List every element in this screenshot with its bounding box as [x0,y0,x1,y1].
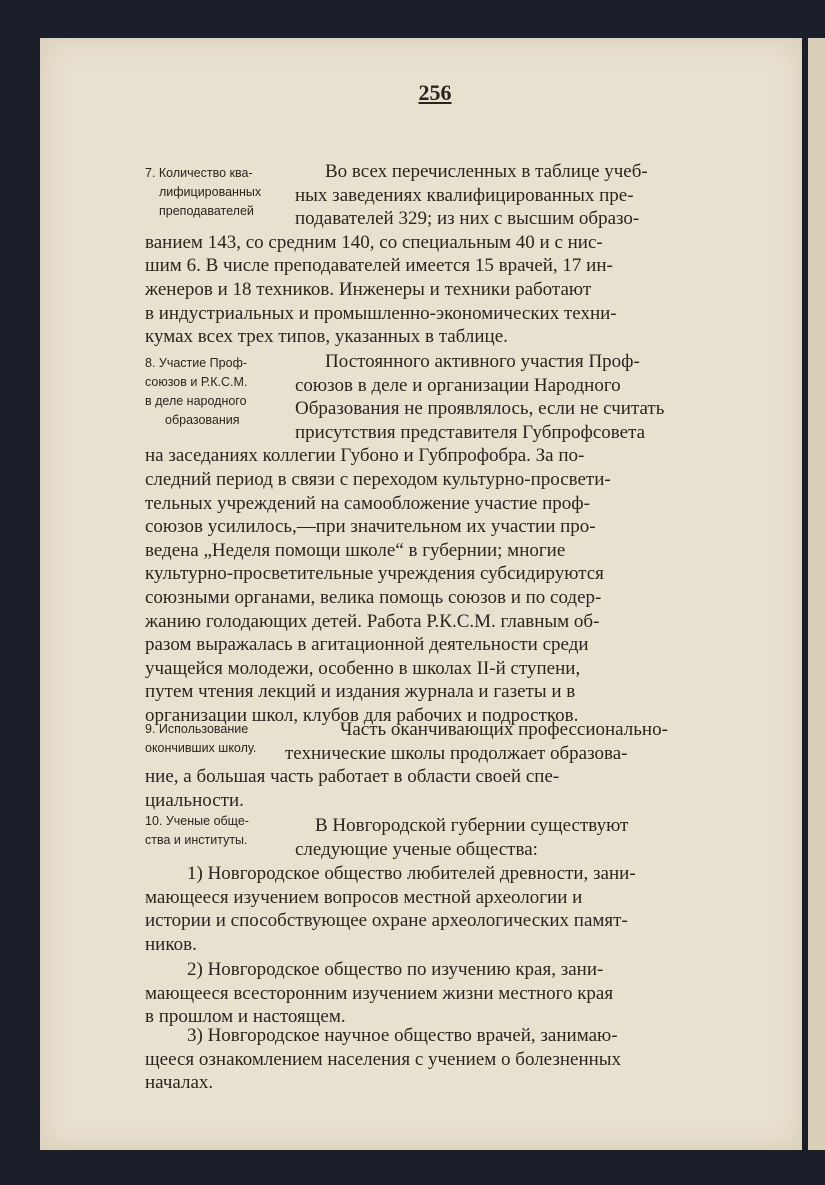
side-line: образования [165,413,240,427]
text-line: 3) Новгородское научное общество врачей, занимаю- [187,1025,618,1046]
list-item-archaeology-society [145,862,750,956]
text-line: 1) Новгородское общество любителей древности, зани- [187,863,636,884]
side-line: 7. Количество ква- [145,166,253,180]
text-line: ние, а большая часть работает в области своей спе- [145,766,560,788]
text-line: Во всех перечисленных в таблице учеб- [325,161,648,182]
text-line: в индустриальных и промышленно-экономических техни- [145,302,617,324]
side-line: преподавателей [159,204,254,218]
text-line: мающееся изучением вопросов местной археологии и [145,886,583,908]
list-item-doctors-society [145,1024,750,1095]
side-line: ства и институты. [145,833,248,847]
text-line: Постоянного активного участия Проф- [325,351,640,372]
text-line: женеров и 18 техников. Инженеры и техники работают [145,278,592,300]
paragraph-graduates [145,718,750,812]
text-line: шим 6. В числе преподавателей имеется 15 врачей, 17 ин- [145,255,613,277]
paragraph-trade-unions [145,350,750,728]
text-line: жанию голодающих детей. Работа Р.К.С.М. главным об- [145,610,600,632]
text-line: ванием 143, со средним 140, со специальным 40 и с нис- [145,231,603,253]
text-line: тельных учреждений на самообложение участие проф- [145,492,590,514]
text-line: союзными органами, велика помощь союзов и по содер- [145,586,602,608]
text-line: ведена „Неделя помощи школе“ в губернии; многие [145,539,566,561]
text-line: в прошлом и настоящем. [145,1006,346,1028]
next-page-edge [808,38,825,1150]
side-line: в деле народного [145,394,247,408]
text-line: культурно-просветительные учреждения субсидируются [145,563,604,585]
text-line: учащейся молодежи, особенно в школах II-й ступени, [145,657,581,679]
text-line: на заседаниях коллегии Губоно и Губпрофобра. За по- [145,445,585,467]
text-line: путем чтения лекций и издания журнала и газеты и в [145,681,576,703]
side-line: лифицированных [159,185,262,199]
page-number: 256 [418,80,452,105]
paragraph-qualified-teachers [145,160,750,349]
text-line: союзов в деле и организации Народного [295,374,621,396]
text-line: подавателей 329; из них с высшим образо- [295,208,640,230]
text-line: технические школы продолжает образова- [285,742,628,764]
text-line: кумах всех трех типов, указанных в таблице. [145,326,508,348]
side-line: 8. Участие Проф- [145,356,248,370]
text-line: Часть оканчивающих профессионально- [340,719,668,740]
text-line: ных заведениях квалифицированных пре- [295,184,634,206]
text-line: В Новгородской губернии существуют [315,815,629,836]
side-line: 10. Ученые обще- [145,814,249,828]
side-line: 9. Использование [145,722,249,736]
text-line: присутствия представителя Губпрофсовета [295,421,646,443]
text-line: следний период в связи с переходом культурно-просвети- [145,468,611,490]
text-line: союзов усилилось,—при значительном их участии про- [145,516,596,538]
side-line: окончивших школу. [145,741,257,755]
text-line: циальности. [145,789,244,811]
text-line: началах. [145,1072,214,1094]
text-line: разом выражалась в агитационной деятельности среди [145,634,589,656]
text-line: щееся ознакомлением населения с учением о болезненных [145,1048,622,1070]
side-line: союзов и Р.К.С.М. [145,375,248,389]
list-item-regional-society [145,958,750,1029]
text-line: 2) Новгородское общество по изучению края, зани- [187,959,604,980]
text-line: организации школ, клубов для рабочих и подростков. [145,704,579,726]
text-line: следующие ученые общества: [295,838,538,860]
text-line: ников. [145,933,197,955]
text-line: истории и способствующее охране археологических памят- [145,910,628,932]
text-line: мающееся всесторонним изучением жизни местного края [145,982,614,1004]
text-line: Образования не проявлялось, если не считать [295,398,665,420]
paragraph-scientific-societies [145,814,750,861]
